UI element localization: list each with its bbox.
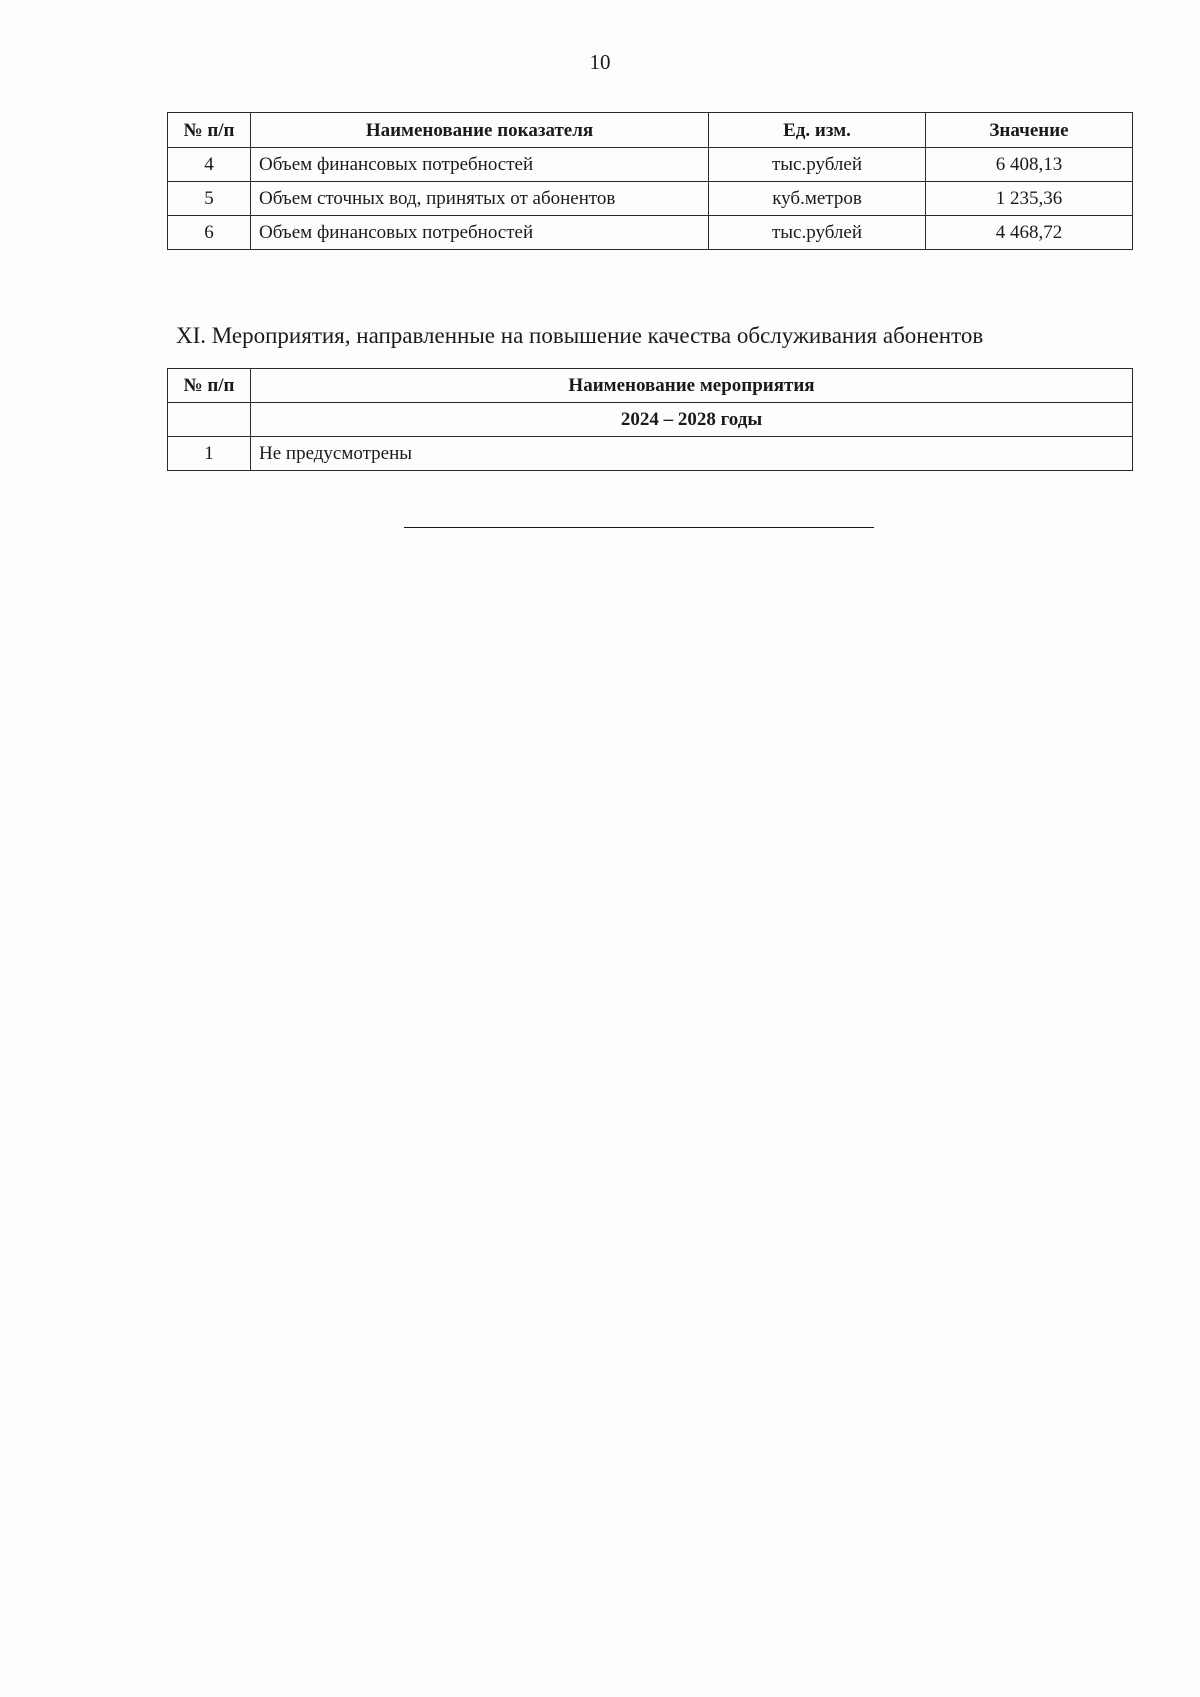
row-value: 6 408,13 [926, 148, 1133, 182]
row-num: 6 [168, 216, 251, 250]
table-row [168, 182, 1133, 216]
header-measure-name: Наименование мероприятия [251, 369, 1133, 403]
end-divider [404, 527, 874, 528]
page-number: 10 [589, 50, 611, 74]
row-num: 1 [168, 437, 251, 471]
measures-table [167, 368, 1133, 471]
period-empty-cell [168, 403, 251, 437]
row-num: 5 [168, 182, 251, 216]
row-unit: тыс.рублей [709, 216, 926, 250]
period-label: 2024 – 2028 годы [251, 403, 1133, 437]
indicators-table [167, 112, 1133, 250]
row-unit: куб.метров [709, 182, 926, 216]
table-row [168, 148, 1133, 182]
row-value: 1 235,36 [926, 182, 1133, 216]
table-header-row [168, 113, 1133, 148]
row-value: 4 468,72 [926, 216, 1133, 250]
header-num: № п/п [168, 113, 251, 148]
header-num: № п/п [168, 369, 251, 403]
header-indicator-name: Наименование показателя [251, 113, 709, 148]
table-row [168, 437, 1133, 471]
row-indicator-name: Объем финансовых потребностей [251, 216, 709, 250]
table-header-row [168, 369, 1133, 403]
section-title: XI. Мероприятия, направленные на повышение качества обслуживания абонентов [176, 323, 984, 348]
row-indicator-name: Объем сточных вод, принятых от абонентов [251, 182, 709, 216]
header-value: Значение [926, 113, 1133, 148]
row-num: 4 [168, 148, 251, 182]
header-unit: Ед. изм. [709, 113, 926, 148]
table-row [168, 216, 1133, 250]
row-unit: тыс.рублей [709, 148, 926, 182]
row-measure-name: Не предусмотрены [251, 437, 1133, 471]
period-row [168, 403, 1133, 437]
row-indicator-name: Объем финансовых потребностей [251, 148, 709, 182]
